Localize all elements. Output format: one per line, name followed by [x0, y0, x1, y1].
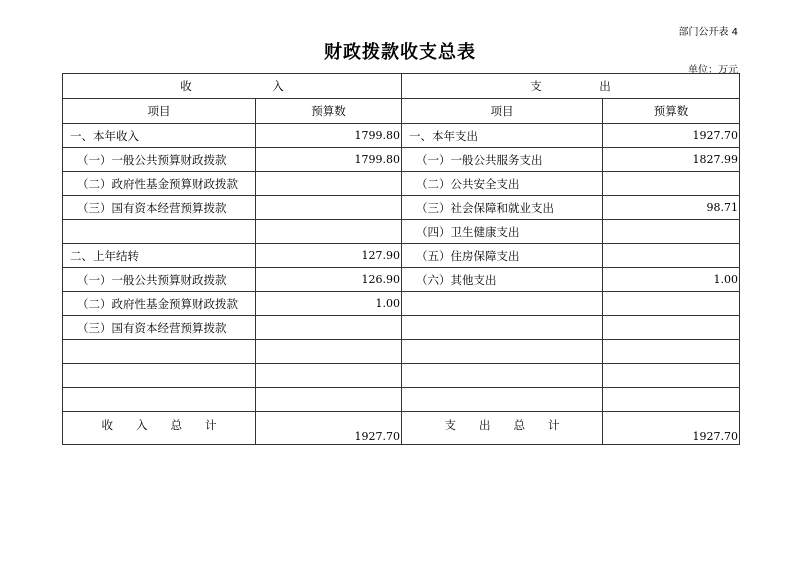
- income-item-cell: [63, 340, 256, 364]
- income-amount-cell: 1799.80: [256, 124, 402, 148]
- expense-amount-cell: 1.00: [603, 268, 740, 292]
- income-amount-cell: [256, 340, 402, 364]
- expense-item-cell: [402, 388, 603, 412]
- expense-total-amount: 1927.70: [603, 412, 740, 445]
- expense-amount-header: 预算数: [603, 99, 740, 124]
- expense-amount-cell: 1827.99: [603, 148, 740, 172]
- income-total-label: 收 入 总 计: [63, 412, 256, 445]
- expense-item-cell: [402, 292, 603, 316]
- expense-item-cell: [402, 364, 603, 388]
- income-item-cell: 二、上年结转: [63, 244, 256, 268]
- income-amount-cell: 127.90: [256, 244, 402, 268]
- expense-item-cell: （二）公共安全支出: [402, 172, 603, 196]
- column-header-row: [63, 99, 740, 124]
- income-amount-cell: 1.00: [256, 292, 402, 316]
- unit-label: 单位：万元: [688, 65, 738, 76]
- total-row: [63, 412, 740, 445]
- income-amount-cell: 126.90: [256, 268, 402, 292]
- expense-amount-cell: [603, 292, 740, 316]
- expense-item-header: 项目: [402, 99, 603, 124]
- table-row: [63, 388, 740, 412]
- expense-amount-cell: [603, 388, 740, 412]
- income-item-cell: （一）一般公共预算财政拨款: [63, 148, 256, 172]
- expense-total-label: 支 出 总 计: [402, 412, 603, 445]
- income-item-cell: （三）国有资本经营预算拨款: [63, 196, 256, 220]
- income-section-header: 收 入: [63, 74, 402, 99]
- expense-amount-cell: 1927.70: [603, 124, 740, 148]
- expense-amount-cell: 98.71: [603, 196, 740, 220]
- income-amount-cell: [256, 316, 402, 340]
- expense-item-cell: （三）社会保障和就业支出: [402, 196, 603, 220]
- table-row: [63, 268, 740, 292]
- table-row: [63, 364, 740, 388]
- table-row: [63, 148, 740, 172]
- table-row: [63, 340, 740, 364]
- table-row: [63, 220, 740, 244]
- income-amount-cell: [256, 388, 402, 412]
- income-amount-header: 预算数: [256, 99, 402, 124]
- income-item-cell: 一、本年收入: [63, 124, 256, 148]
- expense-item-cell: （一）一般公共服务支出: [402, 148, 603, 172]
- budget-summary-table: [62, 73, 740, 445]
- expense-item-cell: 一、本年支出: [402, 124, 603, 148]
- table-row: [63, 172, 740, 196]
- expense-item-cell: （五）住房保障支出: [402, 244, 603, 268]
- table-row: [63, 316, 740, 340]
- table-row: [63, 196, 740, 220]
- page-title: 财政拨款收支总表: [324, 42, 476, 63]
- table-number-label: 部门公开表 4: [678, 27, 738, 38]
- expense-item-cell: （四）卫生健康支出: [402, 220, 603, 244]
- table-row: [63, 292, 740, 316]
- expense-item-cell: [402, 316, 603, 340]
- income-item-cell: [63, 220, 256, 244]
- income-total-amount: 1927.70: [256, 412, 402, 445]
- expense-amount-cell: [603, 364, 740, 388]
- income-item-header: 项目: [63, 99, 256, 124]
- expense-item-cell: （六）其他支出: [402, 268, 603, 292]
- income-item-cell: （一）一般公共预算财政拨款: [63, 268, 256, 292]
- income-item-cell: （二）政府性基金预算财政拨款: [63, 292, 256, 316]
- expense-amount-cell: [603, 316, 740, 340]
- income-item-cell: （三）国有资本经营预算拨款: [63, 316, 256, 340]
- expense-amount-cell: [603, 220, 740, 244]
- section-header-row: [63, 74, 740, 99]
- income-amount-cell: [256, 172, 402, 196]
- income-amount-cell: [256, 196, 402, 220]
- income-item-cell: [63, 364, 256, 388]
- expense-section-header: 支 出: [402, 74, 740, 99]
- income-item-cell: [63, 388, 256, 412]
- income-amount-cell: [256, 220, 402, 244]
- income-amount-cell: 1799.80: [256, 148, 402, 172]
- expense-amount-cell: [603, 340, 740, 364]
- income-item-cell: （二）政府性基金预算财政拨款: [63, 172, 256, 196]
- expense-amount-cell: [603, 172, 740, 196]
- table-row: [63, 124, 740, 148]
- table-row: [63, 244, 740, 268]
- expense-amount-cell: [603, 244, 740, 268]
- income-amount-cell: [256, 364, 402, 388]
- expense-item-cell: [402, 340, 603, 364]
